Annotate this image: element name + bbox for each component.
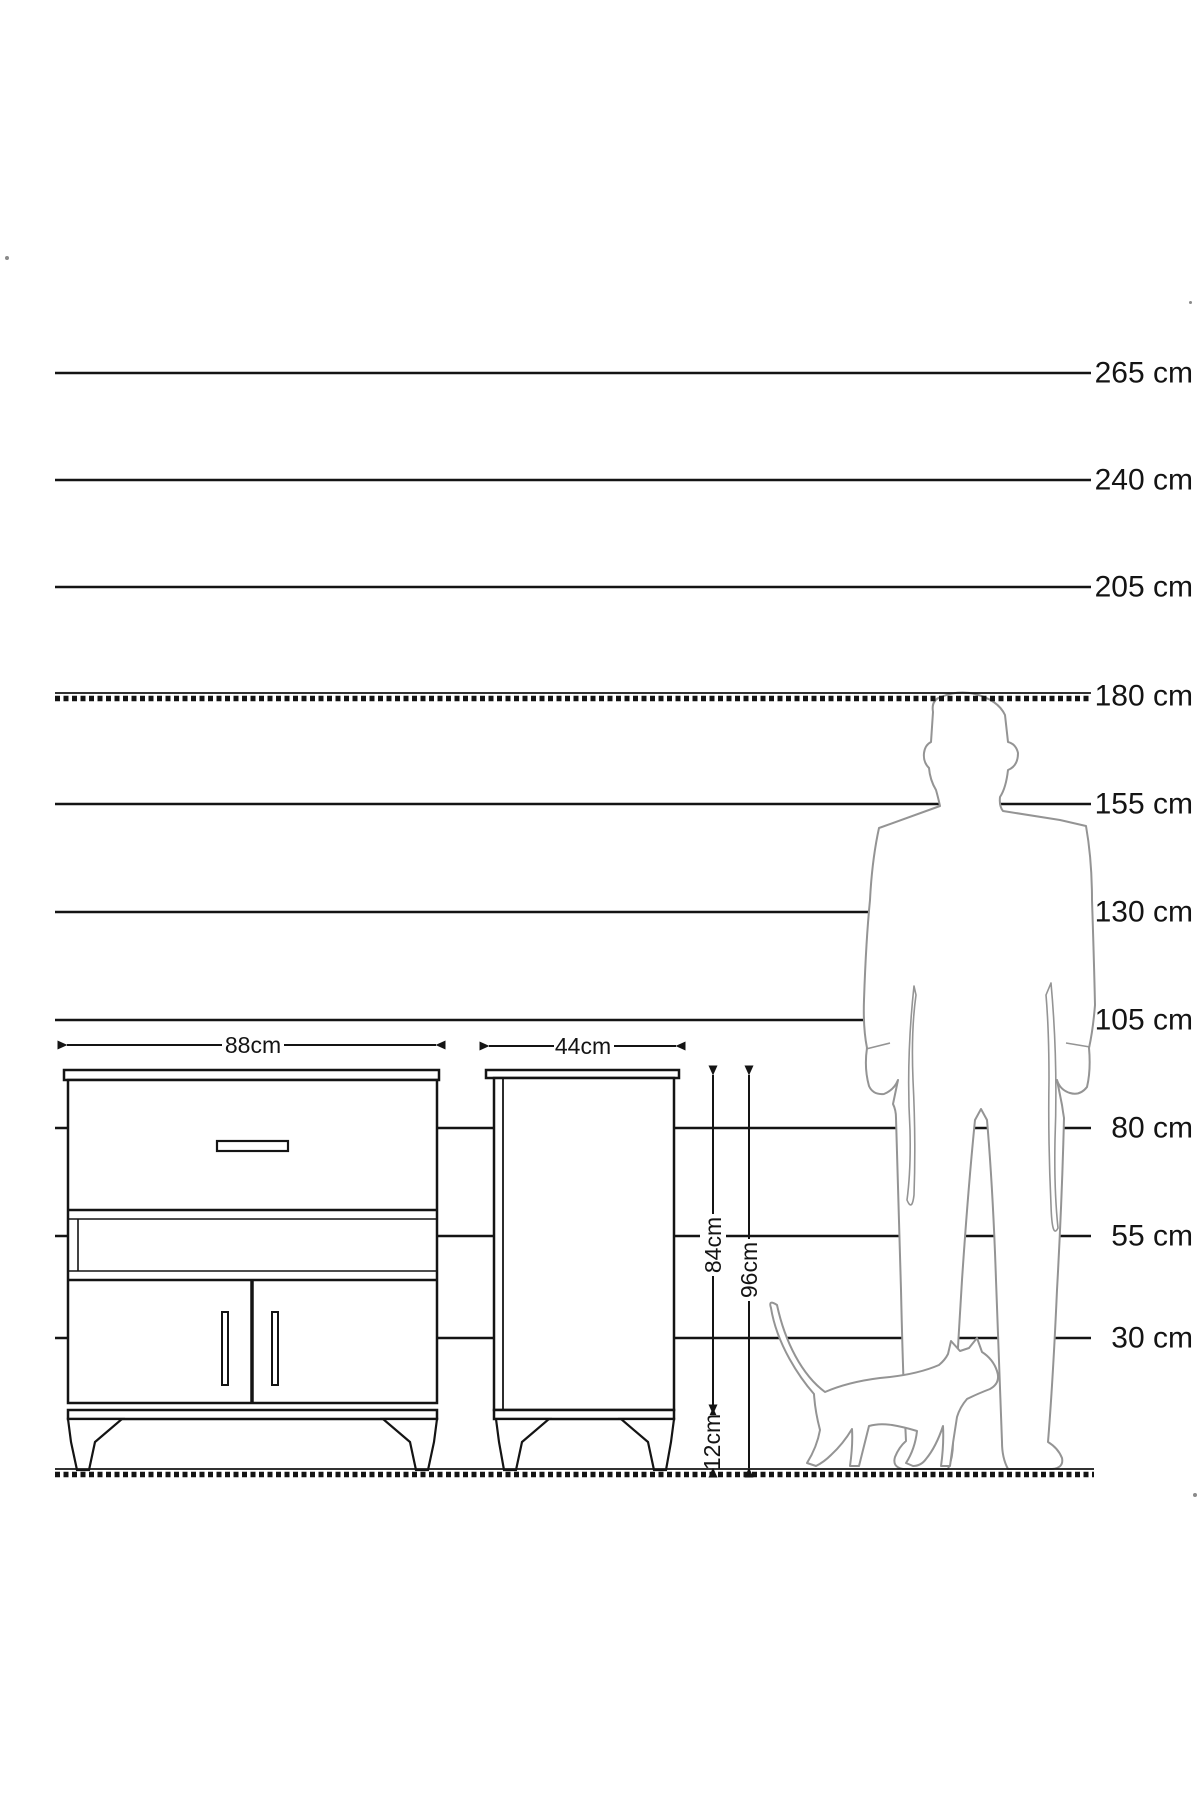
cabinet-front-view — [64, 1070, 439, 1470]
scale-label-240: 240 cm — [1094, 463, 1193, 497]
scale-label-155: 155 cm — [1094, 787, 1193, 821]
body-height-label: 84cm — [700, 1216, 726, 1274]
side-right-leg — [621, 1419, 674, 1470]
side-depth-label: 44cm — [554, 1033, 612, 1059]
side-body — [494, 1078, 674, 1410]
scale-label-30: 30 cm — [1111, 1321, 1193, 1355]
cat-silhouette — [770, 1303, 998, 1466]
scale-label-180: 180 cm — [1094, 679, 1193, 713]
front-width-label: 88cm — [224, 1032, 282, 1058]
right-door-handle — [272, 1312, 278, 1385]
side-left-leg — [496, 1419, 549, 1470]
scale-labels — [1095, 357, 1193, 1355]
total-height-label: 96cm — [736, 1241, 762, 1299]
scale-label-105: 105 cm — [1094, 1003, 1193, 1037]
scale-label-55: 55 cm — [1111, 1219, 1193, 1253]
cabinet-left-leg — [68, 1419, 122, 1470]
drawer-handle — [217, 1141, 288, 1151]
side-plinth — [494, 1410, 674, 1419]
scale-label-130: 130 cm — [1094, 895, 1193, 929]
cabinet-plinth — [68, 1410, 437, 1419]
leg-height-label: 12cm — [699, 1413, 725, 1471]
artifact-dot — [5, 256, 9, 260]
cabinet-right-leg — [383, 1419, 437, 1470]
cabinet-top-panel — [64, 1070, 439, 1080]
left-door-handle — [222, 1312, 228, 1385]
cabinet-side-view — [486, 1070, 679, 1470]
scale-label-80: 80 cm — [1111, 1111, 1193, 1145]
artifact-dot — [1189, 301, 1192, 304]
scale-label-205: 205 cm — [1094, 570, 1193, 604]
scale-label-265: 265 cm — [1094, 356, 1193, 390]
artifact-dot — [1193, 1493, 1197, 1497]
